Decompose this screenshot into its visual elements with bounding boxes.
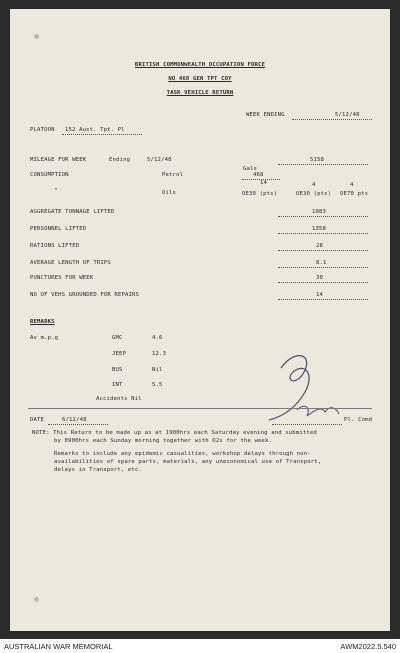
tonnage-line — [278, 216, 368, 217]
oils-value-2: 4 — [312, 182, 316, 188]
trips-value: 8.1 — [316, 260, 327, 266]
vehicle-value-jeep: 12.3 — [152, 351, 167, 357]
comd-line — [272, 424, 342, 425]
divider-line — [28, 408, 372, 409]
rations-line — [278, 250, 368, 251]
vehicle-name-jeep: JEEP — [112, 351, 127, 357]
note-2-line-3: delays in Transport, etc. — [54, 467, 142, 473]
vehicle-name-bus: BUS — [112, 367, 123, 373]
punctures-label: PUNCTURES FOR WEEK — [30, 275, 94, 281]
oils-unit-1: OE30 (pts) — [242, 191, 278, 197]
platoon-line — [62, 134, 142, 135]
date-label: DATE — [30, 417, 45, 423]
week-ending-value: 5/12/48 — [335, 112, 360, 118]
platoon-value: 152 Aust. Tpt. Pl — [65, 127, 125, 133]
week-ending-line — [292, 119, 372, 120]
mpg-label: Av m.p.g — [30, 335, 59, 341]
document-page — [10, 9, 390, 631]
vehicle-value-bus: Nil — [152, 367, 163, 373]
archive-footer — [0, 639, 400, 653]
punch-hole — [34, 597, 39, 602]
accidents-note: Accidents Nil — [96, 396, 142, 402]
petrol-label: Petrol — [162, 172, 184, 178]
footer-institution: AUSTRALIAN WAR MEMORIAL — [4, 642, 113, 651]
rations-value: 28 — [316, 243, 324, 249]
punch-hole — [34, 34, 39, 39]
punctures-line — [278, 282, 368, 283]
consumption-label: CONSUMPTION — [30, 172, 69, 178]
signature-scribble — [245, 344, 375, 424]
oils-unit-2: OE30 (pts) — [296, 191, 332, 197]
note-1-line-1: NOTE: This Return to be made up as at 1900hrs each Saturday evening and submitted — [32, 430, 317, 436]
petrol-value: 468 — [253, 172, 264, 178]
note-2-line-2: availabilities of spare parts, materials, any uneconomical use of Transport, — [54, 459, 322, 465]
vehicle-value-gmc: 4.6 — [152, 335, 163, 341]
date-value: 6/12/48 — [62, 417, 87, 423]
date-line — [48, 424, 108, 425]
gals-label: Gals — [243, 166, 258, 172]
personnel-line — [278, 233, 368, 234]
note-2-line-1: Remarks to include any epidemic casualities, workshop delays through non- — [54, 451, 311, 457]
personnel-label: PERSONNEL LIFTED — [30, 226, 87, 232]
comd-label: Pl. Comd — [344, 417, 373, 423]
platoon-label: PLATOON — [30, 127, 55, 133]
punctures-value: 30 — [316, 275, 324, 281]
mileage-value: 5158 — [310, 157, 325, 163]
oils-unit-3: OE70 pts — [340, 191, 369, 197]
week-ending-label: WEEK ENDING — [246, 112, 285, 118]
header-line-1: BRITISH COMMONWEALTH OCCUPATION FORCE — [134, 62, 266, 68]
tonnage-label: AGGREGATE TONNAGE LIFTED — [30, 209, 115, 215]
personnel-value: 1358 — [312, 226, 327, 232]
grounded-line — [278, 299, 368, 300]
vehicle-name-gmc: GMC — [112, 335, 123, 341]
grounded-label: NO OF VEHS GROUNDED FOR REPAIRS — [30, 292, 140, 298]
vehicle-name-int: INT — [112, 382, 123, 388]
rations-label: RATIONS LIFTED — [30, 243, 80, 249]
header-line-2: NO 468 GEN TPT COY — [168, 76, 232, 82]
oils-value-1: 14 — [260, 180, 268, 186]
tonnage-value: 1083 — [312, 209, 327, 215]
oils-label: Oils — [162, 190, 177, 196]
trips-line — [278, 267, 368, 268]
trips-label: AVERAGE LENGTH OF TRIPS — [30, 260, 111, 266]
mileage-line — [278, 164, 368, 165]
ditto-mark: " — [54, 188, 58, 194]
grounded-value: 14 — [316, 292, 324, 298]
mileage-ending-value: 5/12/48 — [147, 157, 172, 163]
note-1-line-2: by 0900hrs each Sunday morning together with O2s for the week. — [54, 438, 273, 444]
header-line-3: TASK VEHICLE RETURN — [166, 90, 234, 96]
mileage-label: MILEAGE FOR WEEK — [30, 157, 87, 163]
footer-accession-number: AWM2022.5.540 — [340, 642, 396, 651]
mileage-ending-label: Ending — [109, 157, 131, 163]
vehicle-value-int: 5.5 — [152, 382, 163, 388]
oils-value-3: 4 — [350, 182, 354, 188]
remarks-title: REMARKS — [30, 319, 55, 325]
